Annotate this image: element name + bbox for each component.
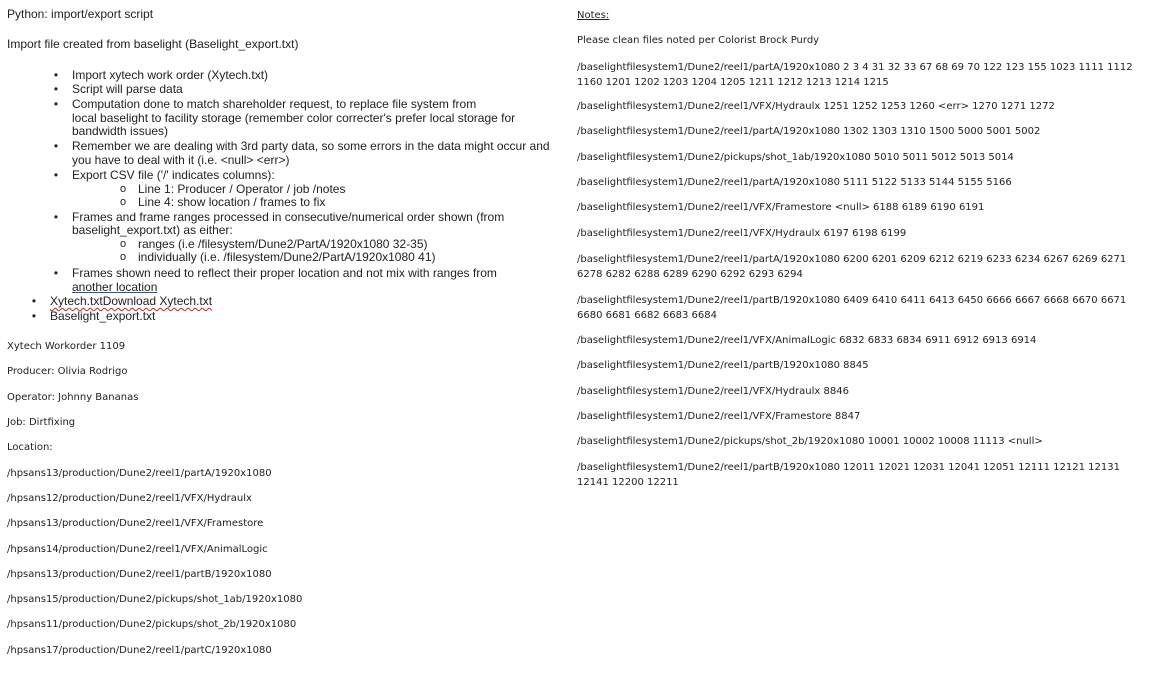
list-item: • Script will parse data	[53, 82, 183, 96]
baselight-entry: /baselightfilesystem1/Dune2/reel1/partB/1920x1080 8845	[577, 360, 869, 371]
script-title: Python: import/export script	[7, 7, 154, 21]
clean-instruction: Please clean files noted per Colorist Brock Purdy	[577, 35, 820, 46]
baselight-entry: /baselightfilesystem1/Dune2/reel1/VFX/AnimalLogic 6832 6833 6834 6911 6912 6913 6914	[577, 335, 1037, 346]
baselight-entry: /baselightfilesystem1/Dune2/reel1/partB/1920x1080 12011 12021 12031 12041 12051 12111 12121 12131 12141 12200 12211	[577, 462, 1120, 488]
baselight-entry: /baselightfilesystem1/Dune2/reel1/VFX/Hydraulx 1251 1252 1253 1260 <err> 1270 1271 1272	[577, 101, 1055, 112]
import-line: Import file created from baselight (Baselight_export.txt)	[7, 37, 299, 51]
baselight-entry: /baselightfilesystem1/Dune2/reel1/VFX/Hydraulx 6197 6198 6199	[577, 228, 907, 239]
list-item-continuation: baselight_export.txt) as either:	[72, 223, 233, 237]
list-item: • Frames and frame ranges processed in consecutive/numerical order shown (from	[53, 210, 505, 224]
baselight-entry: /baselightfilesystem1/Dune2/pickups/shot_2b/1920x1080 10001 10002 10008 11113 <null>	[577, 436, 1043, 447]
workorder-title: Xytech Workorder 1109	[7, 341, 126, 352]
baselight-entry: /baselightfilesystem1/Dune2/reel1/VFX/Framestore <null> 6188 6189 6190 6191	[577, 202, 985, 213]
location-path: /hpsans13/production/Dune2/reel1/VFX/Framestore	[7, 518, 264, 529]
location-path: /hpsans12/production/Dune2/reel1/VFX/Hydraulx	[7, 493, 252, 504]
location-path: /hpsans13/production/Dune2/reel1/partB/1920x1080	[7, 569, 272, 580]
list-item: • Baselight_export.txt	[31, 309, 156, 323]
location-path: /hpsans15/production/Dune2/pickups/shot_1ab/1920x1080	[7, 594, 303, 605]
list-item: • Remember we are dealing with 3rd party data, so some errors in the data might occur and	[53, 139, 550, 153]
producer-line: Producer: Olivia Rodrigo	[7, 366, 128, 377]
location-path: /hpsans13/production/Dune2/reel1/partA/1920x1080	[7, 468, 272, 479]
list-item-continuation: another location	[72, 280, 158, 294]
list-item: • Frames shown need to reflect their proper location and not mix with ranges from	[53, 266, 497, 280]
baselight-entry: /baselightfilesystem1/Dune2/reel1/VFX/Framestore 8847	[577, 411, 861, 422]
sub-list-item: o Line 1: Producer / Operator / job /notes	[119, 182, 346, 196]
sub-list-item: o ranges (i.e /filesystem/Dune2/PartA/1920x1080 32-35)	[119, 237, 428, 251]
baselight-entry: /baselightfilesystem1/Dune2/reel1/partA/1920x1080 6200 6201 6209 6212 6219 6233 6234 6267 6269 6271 6278 6282 6288 6289 6290 6292 6293 6294	[577, 254, 1127, 280]
baselight-entry: /baselightfilesystem1/Dune2/reel1/partA/1920x1080 2 3 4 31 32 33 67 68 69 70 122 123 155 1023 1111 1112 1160 1201 1202 1203 1204 1205 1211 1212 1213 1214 1215	[577, 62, 1133, 88]
list-item: • Computation done to match shareholder request, to replace file system from	[53, 97, 477, 111]
baselight-entry: /baselightfilesystem1/Dune2/reel1/VFX/Hydraulx 8846	[577, 386, 849, 397]
job-line: Job: Dirtfixing	[7, 417, 76, 428]
operator-line: Operator: Johnny Bananas	[7, 392, 139, 403]
notes-title: Notes:	[577, 10, 610, 21]
download-link-item[interactable]: • Xytech.txtDownload Xytech.txt	[31, 294, 213, 308]
list-item: • Export CSV file ('/' indicates columns):	[53, 168, 275, 182]
location-path: /hpsans17/production/Dune2/reel1/partC/1920x1080	[7, 645, 272, 656]
list-item: • Import xytech work order (Xytech.txt)	[53, 68, 269, 82]
location-path: /hpsans11/production/Dune2/pickups/shot_2b/1920x1080	[7, 619, 297, 630]
baselight-entry: /baselightfilesystem1/Dune2/pickups/shot_1ab/1920x1080 5010 5011 5012 5013 5014	[577, 152, 1014, 163]
baselight-entry: /baselightfilesystem1/Dune2/reel1/partA/1920x1080 1302 1303 1310 1500 5000 5001 5002	[577, 126, 1041, 137]
baselight-entry: /baselightfilesystem1/Dune2/reel1/partA/1920x1080 5111 5122 5133 5144 5155 5166	[577, 177, 1012, 188]
baselight-entry: /baselightfilesystem1/Dune2/reel1/partB/1920x1080 6409 6410 6411 6413 6450 6666 6667 6668 6670 6671 6680 6681 6682 6683 6684	[577, 295, 1127, 321]
sub-list-item: o Line 4: show location / frames to fix	[119, 195, 326, 209]
list-item-continuation: you have to deal with it (i.e. <null> <err>)	[72, 153, 290, 167]
sub-list-item: o individually (i.e. /filesystem/Dune2/PartA/1920x1080 41)	[119, 250, 436, 264]
location-path: /hpsans14/production/Dune2/reel1/VFX/AnimalLogic	[7, 544, 268, 555]
location-label: Location:	[7, 442, 53, 453]
list-item-continuation: bandwidth issues)	[72, 124, 169, 138]
list-item-continuation: local baselight to facility storage (remember color correcter's prefer local storage for	[72, 111, 516, 125]
